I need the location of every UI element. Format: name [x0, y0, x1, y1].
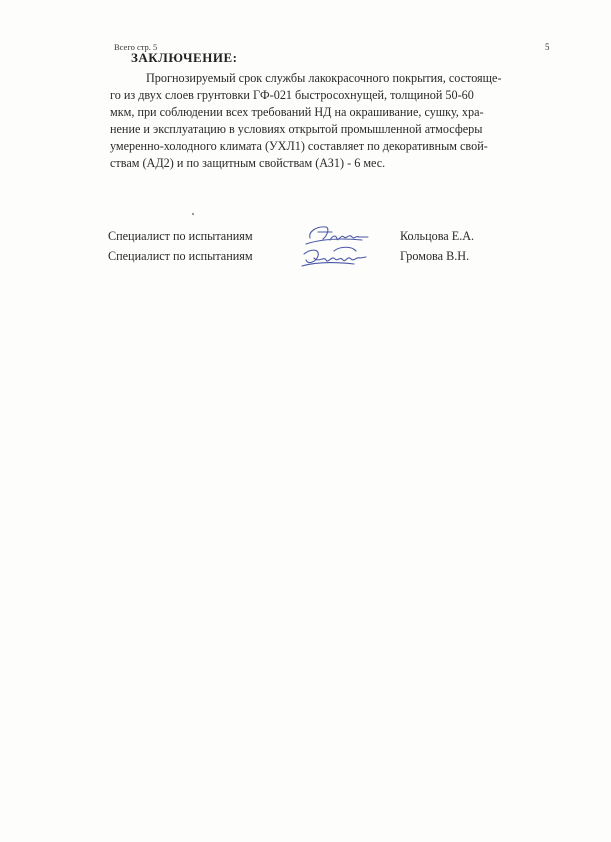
handwritten-signatures	[296, 218, 396, 276]
paragraph-line: умеренно-холодного климата (УХЛ1) составляет по декоративным свой-	[110, 139, 488, 153]
signature-2	[302, 247, 366, 266]
signer-title: Специалист по испытаниям	[108, 229, 253, 243]
signer-name: Громова В.Н.	[400, 249, 470, 263]
page-number: 5	[545, 42, 550, 52]
paragraph-line: го из двух слоев грунтовки ГФ-021 быстросохнущей, толщиной 50-60	[110, 88, 474, 102]
signer-name: Кольцова Е.А.	[400, 229, 475, 243]
signature-1	[306, 227, 368, 244]
paragraph-line: Прогнозируемый срок службы лакокрасочного покрытия, состояще-	[146, 71, 502, 85]
paragraph-line: нение и эксплуатацию в условиях открытой промышленной атмосферы	[110, 122, 483, 136]
total-pages-label: Всего стр. 5	[114, 42, 158, 52]
paragraph-line: мкм, при соблюдении всех требований НД на окрашивание, сушку, хра-	[110, 105, 484, 119]
paragraph-line: ствам (АД2) и по защитным свойствам (АЗ1) - 6 мес.	[110, 156, 386, 170]
conclusion-heading: ЗАКЛЮЧЕНИЕ:	[131, 50, 238, 65]
conclusion-paragraph	[110, 70, 570, 172]
signer-title: Специалист по испытаниям	[108, 249, 253, 263]
scan-speck	[192, 213, 194, 215]
